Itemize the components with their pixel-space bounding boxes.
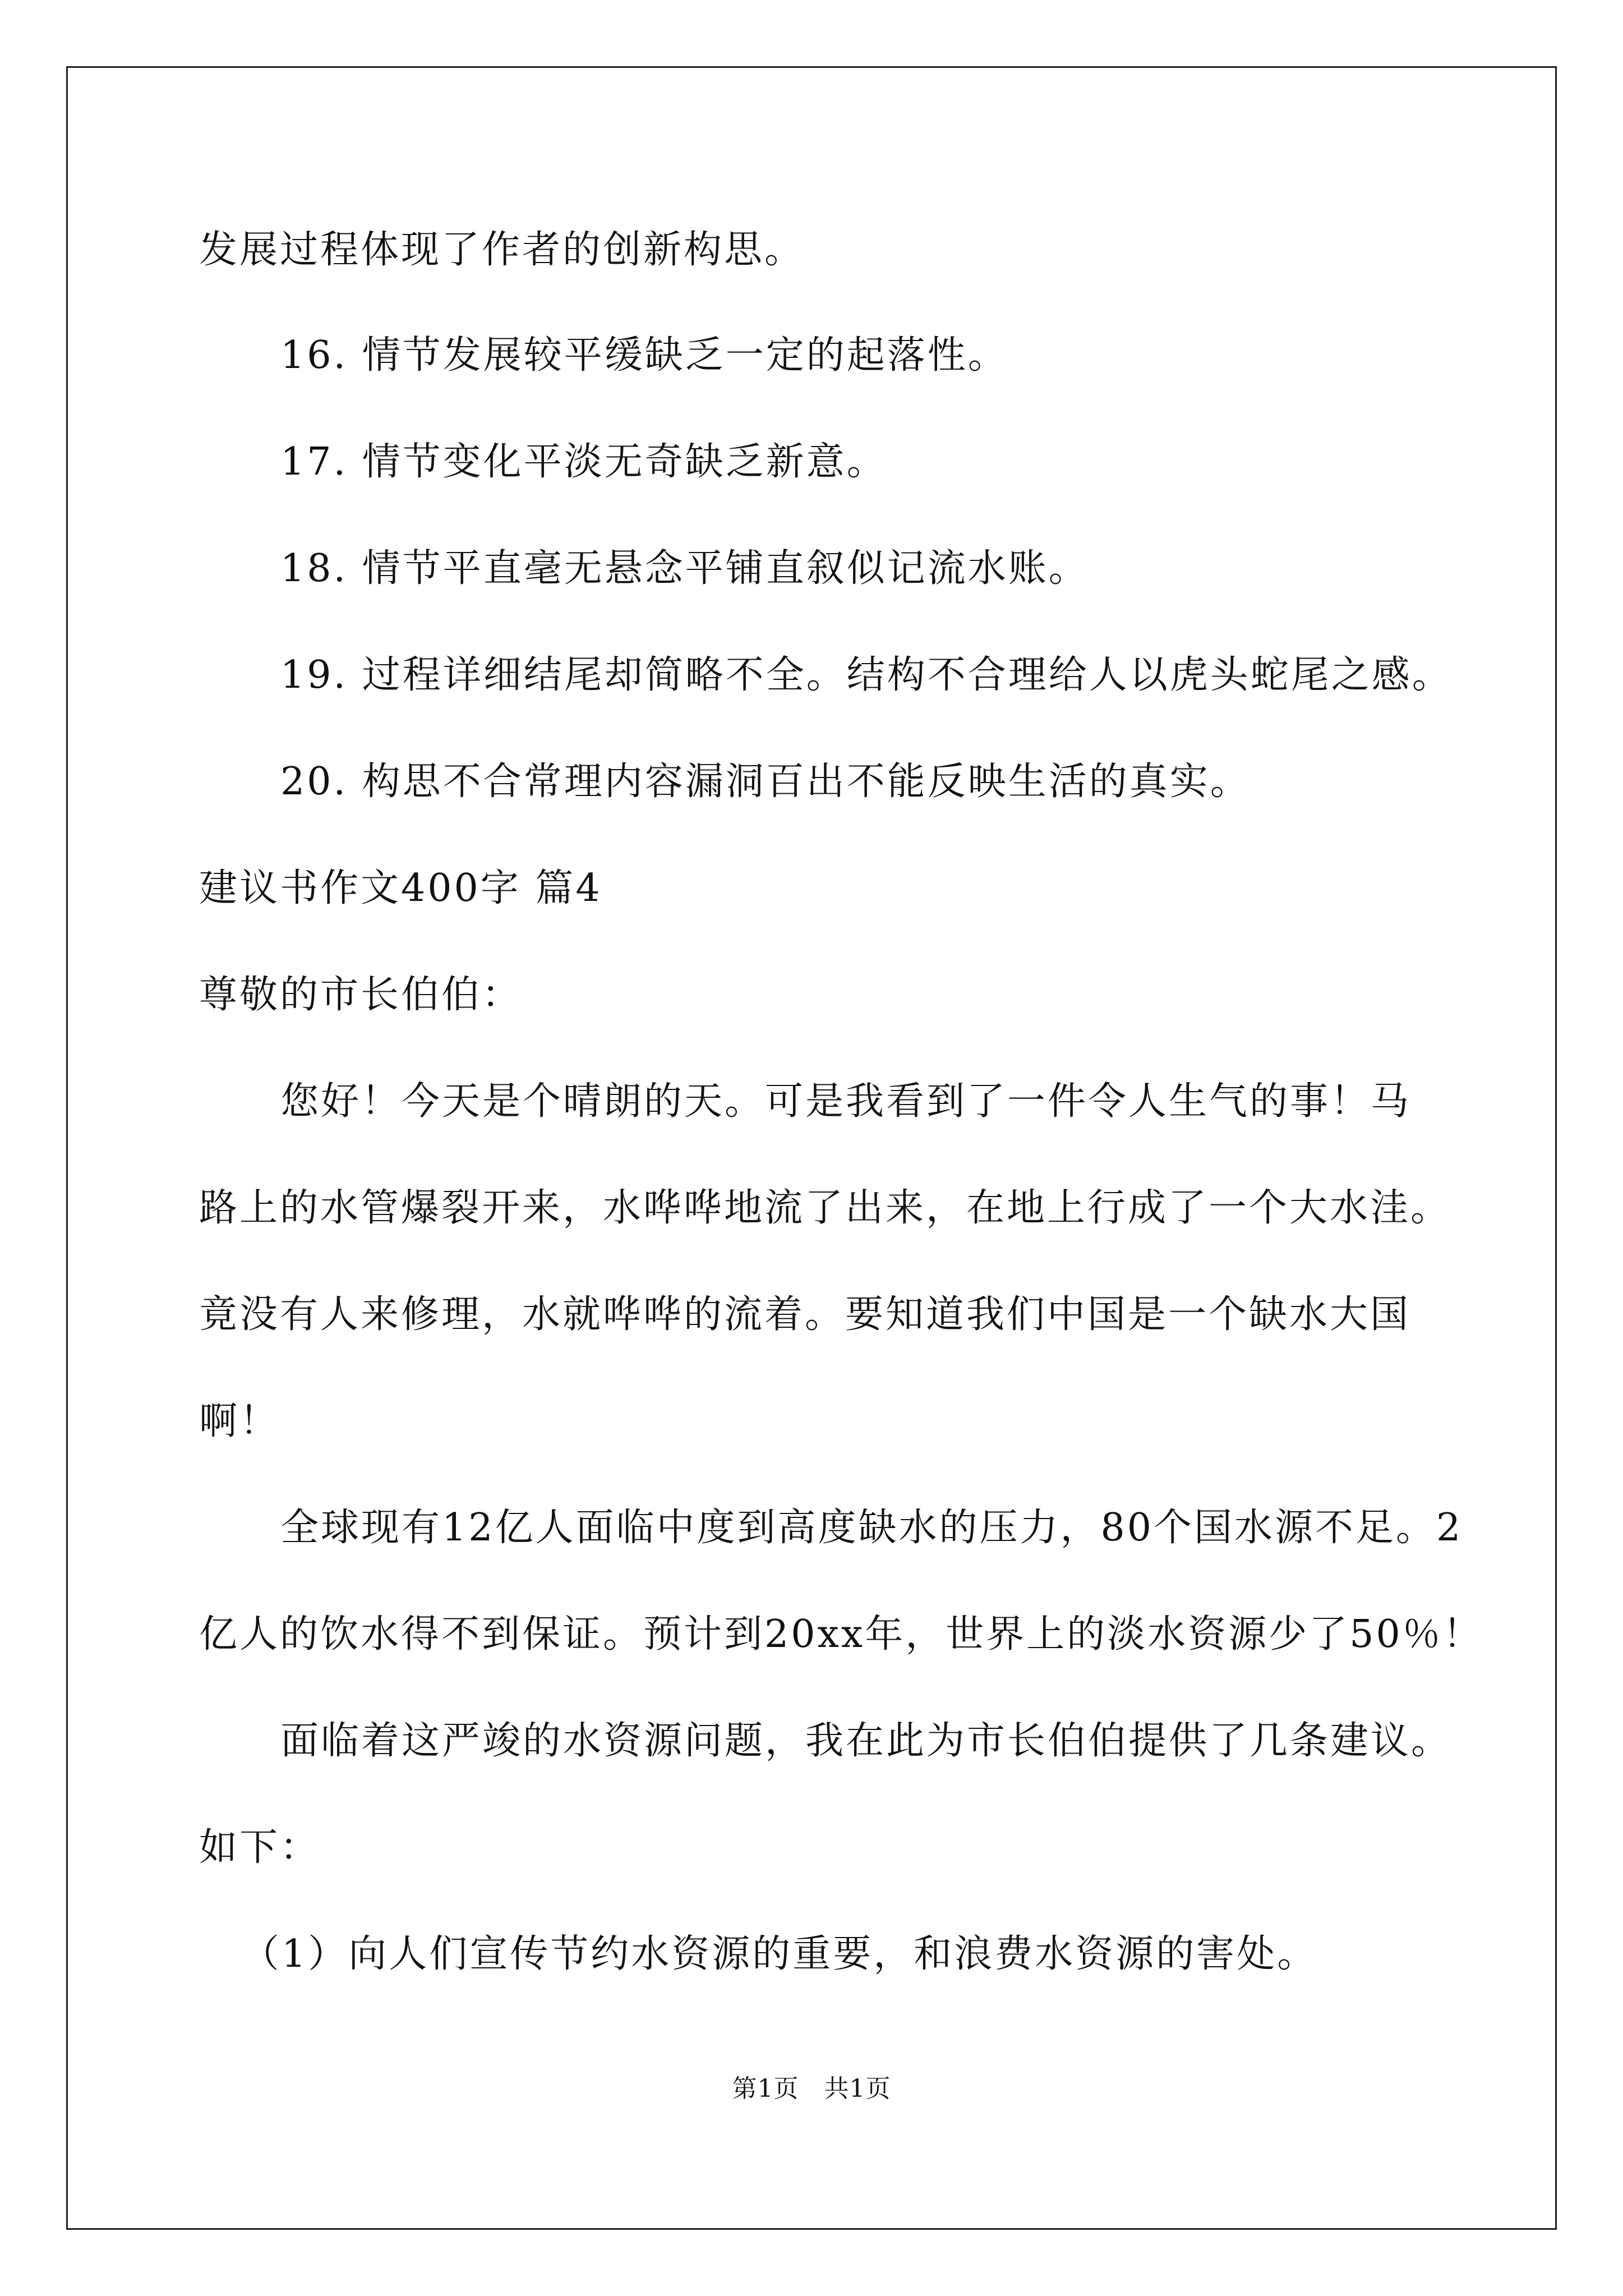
list-item-18: 18. 情节平直毫无悬念平铺直叙似记流水账。 xyxy=(280,546,1089,591)
salutation: 尊敬的市长伯伯： xyxy=(199,973,523,1017)
paragraph-line: 您好！今天是个晴朗的天。可是我看到了一件令人生气的事！马 xyxy=(280,1079,1412,1124)
paragraph-line: 路上的水管爆裂开来，水哗哗地流了出来，在地上行成了一个大水洼。 xyxy=(199,1186,1451,1230)
list-item-16: 16. 情节发展较平缓缺乏一定的起落性。 xyxy=(280,333,1008,378)
paragraph-line: 全球现有12亿人面临中度到高度缺水的压力，80个国水源不足。2 xyxy=(280,1506,1463,1550)
paragraph-line: 面临着这严竣的水资源问题，我在此为市长伯伯提供了几条建议。 xyxy=(280,1719,1452,1763)
paragraph-line: 亿人的饮水得不到保证。预计到20xx年，世界上的淡水资源少了50％！ xyxy=(199,1612,1483,1657)
section-heading: 建议书作文400字 篇4 xyxy=(199,866,602,910)
list-item-17: 17. 情节变化平淡无奇缺乏新意。 xyxy=(280,440,887,484)
paragraph-line: 发展过程体现了作者的创新构思。 xyxy=(199,228,805,272)
paragraph-line: 竟没有人来修理，水就哗哗的流着。要知道我们中国是一个缺水大国 xyxy=(199,1292,1411,1337)
suggestion-item-1: （1）向人们宣传节约水资源的重要，和浪费水资源的害处。 xyxy=(241,1932,1318,1976)
page-border xyxy=(66,66,1557,2230)
list-item-20: 20. 构思不合常理内容漏洞百出不能反映生活的真实。 xyxy=(280,760,1251,804)
paragraph-line: 啊！ xyxy=(199,1399,280,1443)
page-footer: 第1页 共1页 xyxy=(732,2074,891,2103)
list-item-19: 19. 过程详细结尾却简略不全。结构不合理给人以虎头蛇尾之感。 xyxy=(280,653,1453,697)
paragraph-line: 如下： xyxy=(199,1825,321,1870)
